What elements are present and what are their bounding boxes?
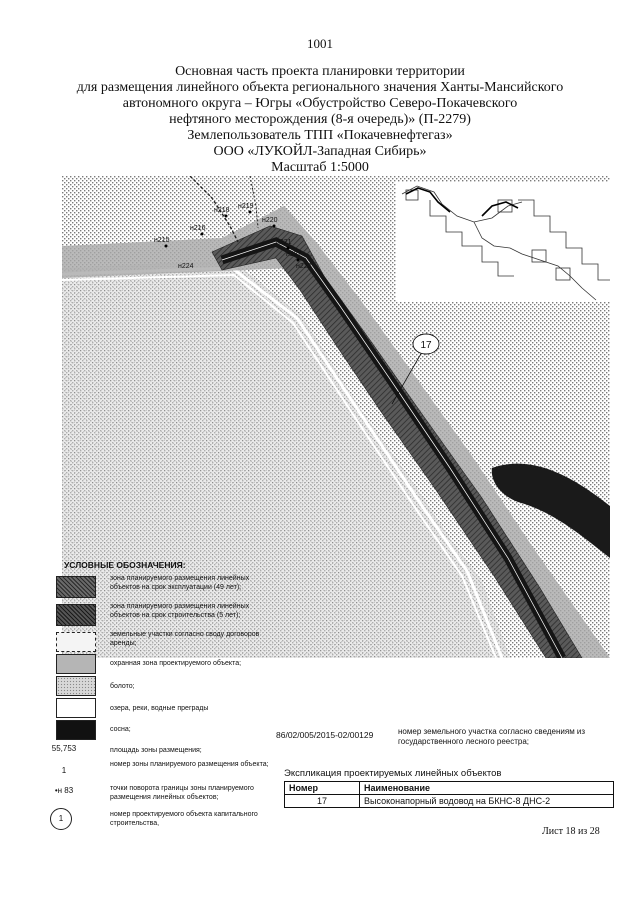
legend-heading: УСЛОВНЫЕ ОБОЗНАЧЕНИЯ: <box>64 560 186 570</box>
legend-symbol: 1 <box>61 766 67 775</box>
legend-label: зона планируемого размещения линейных объектов на срок строительства (5 лет); <box>110 603 250 619</box>
legend-symbol: 55,753 <box>51 744 77 753</box>
legend-label: озера, реки, водные преграды <box>110 705 209 712</box>
point-label: н220 <box>262 217 278 224</box>
sheet-label: Лист 18 из 28 <box>542 826 600 837</box>
legend-label: охранная зона проектируемого объекта; <box>110 660 242 667</box>
object-marker-label: 17 <box>420 340 432 351</box>
legend-swatch <box>56 576 96 598</box>
legend-symbol: 1 <box>50 808 72 830</box>
title-line: нефтяного месторождения (8-я очередь)» (П-2279) <box>169 112 471 127</box>
legend <box>40 560 280 840</box>
legend-label: площадь зоны размещения; <box>110 747 202 754</box>
table-cell: 17 <box>285 795 360 808</box>
legend-swatch <box>56 654 96 674</box>
legend-symbol: •н 83 <box>54 786 74 795</box>
point-label: н222 <box>286 251 302 258</box>
legend-swatch <box>56 632 96 652</box>
table-header-row <box>285 782 614 795</box>
point-label: н224 <box>178 263 194 270</box>
title-line: автономного округа – Югры «Обустройство Северо-Покачевского <box>122 96 518 111</box>
title-block <box>40 64 600 176</box>
point-label: н215 <box>154 237 170 244</box>
explication-title: Экспликация проектируемых линейных объектов <box>284 768 502 779</box>
table-row <box>285 795 614 808</box>
legend-label: номер проектируемого объекта капитального строительства, <box>110 811 258 827</box>
title-line: Землепользователь ТПП «Покачевнефтегаз» <box>187 128 453 143</box>
point-label: н218 <box>214 207 230 214</box>
legend-swatch <box>56 698 96 718</box>
point-label: н216 <box>190 225 206 232</box>
explication-table <box>284 781 614 808</box>
legend-label: болото; <box>110 683 135 690</box>
page-number: 1001 <box>307 36 333 51</box>
legend-label: номер зоны планируемого размещения объекта; <box>110 761 269 768</box>
map-scale: Масштаб 1:5000 <box>271 160 369 175</box>
column-header: Номер <box>285 782 360 795</box>
parcel-number: 86/02/005/2015-02/00129 <box>276 730 374 740</box>
explication <box>284 768 614 808</box>
title-line: для размещения линейного объекта регионального значения Ханты-Мансийского <box>76 80 564 95</box>
parcel-description: номер земельного участка согласно сведениям из государственного лесного реестра; <box>398 727 586 746</box>
point-label: н221 <box>276 239 292 246</box>
legend-label: сосна; <box>110 726 131 733</box>
legend-label: точки поворота границы зоны планируемого размещения линейных объектов; <box>110 785 254 801</box>
table-cell: Высоконапорный водовод на БКНС-8 ДНС-2 <box>360 795 614 808</box>
legend-label: земельные участки согласно своду договоров аренды; <box>110 631 260 647</box>
legend-swatch <box>56 604 96 626</box>
legend-label: зона планируемого размещения линейных объектов на срок эксплуатации (49 лет); <box>110 575 250 591</box>
legend-swatch <box>56 676 96 696</box>
point-label: н219 <box>238 203 254 210</box>
title-line: ООО «ЛУКОЙЛ-Западная Сибирь» <box>213 144 427 159</box>
column-header: Наименование <box>360 782 614 795</box>
title-line: Основная часть проекта планировки территории <box>175 64 465 79</box>
legend-swatch <box>56 720 96 740</box>
point-label: н223 <box>296 263 312 270</box>
